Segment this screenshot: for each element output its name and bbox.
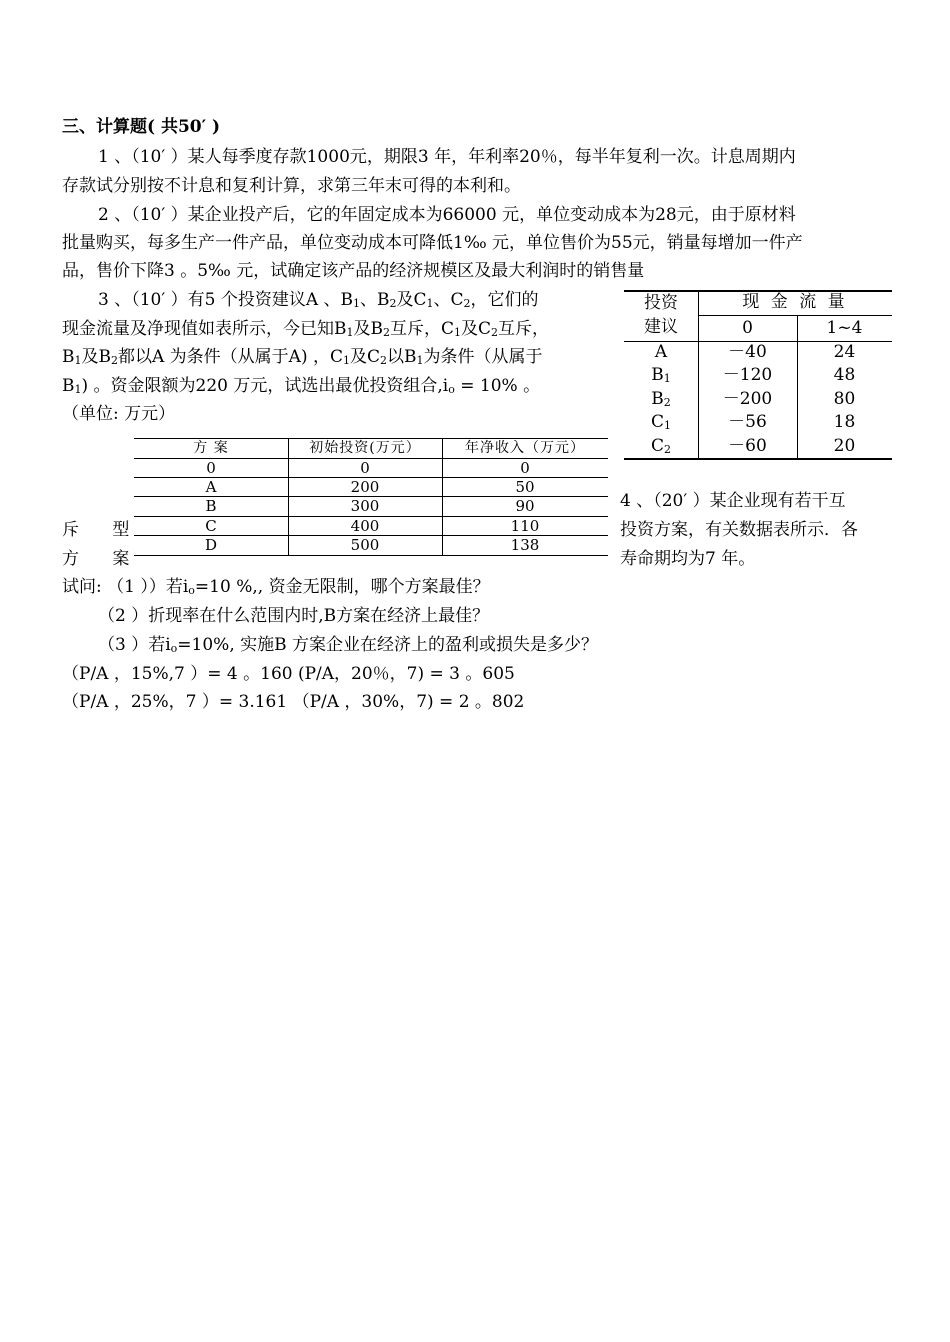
cashflow-year-0: －40 bbox=[728, 342, 767, 362]
q2-line-3: 品，售价下降3 。5‰ 元，试确定该产品的经济规模区及最大利润时的销售量 bbox=[62, 261, 645, 281]
annual-net-income: 50 bbox=[515, 478, 535, 496]
header-cash-flow: 现 金 流 量 bbox=[742, 292, 848, 312]
q4-ask-3: （3 ）若$i_o=10\%$, 实施B 方案企业在经济上的盈利或损失是多少？ bbox=[98, 635, 599, 655]
q4-ask-2: （2 ）折现率在什么范围内时,B方案在经济上最佳？ bbox=[98, 606, 490, 626]
cashflow-proposal: A bbox=[654, 342, 668, 362]
section-title: 三、计算题( 共50′ ) bbox=[62, 117, 221, 137]
header-proposal-line-2: 建议 bbox=[644, 317, 678, 337]
annual-net-income: 0 bbox=[520, 459, 530, 477]
q3-line-3: $B_1$及$B_2$都以A 为条件（从属于A) ，$C_1$及$C_2$以$B_1$为条件（从属于 bbox=[62, 347, 543, 367]
q3-line-1: 3 、（10′ ）有5 个投资建议A 、$B_1$、$B_2$及$C_1$、$C_2$，它们的 bbox=[98, 290, 539, 310]
q4-ask-1: 试问: （1 ））若$i_o=10$ %,, 资金无限制，哪个方案最佳？ bbox=[62, 577, 490, 597]
header-initial-investment: 初始投资(万元） bbox=[309, 440, 421, 456]
header-proposal-line-1: 投资 bbox=[644, 293, 678, 313]
q3-line-5: （单位: 万元） bbox=[62, 404, 176, 424]
cashflow-years-1-4: 48 bbox=[833, 365, 856, 386]
table-rule bbox=[698, 315, 892, 316]
q1-line-1: 1 、（10′ ）某人每季度存款1000元，期限3 年，年利率20％，每半年复利一次。计息周期内 bbox=[98, 147, 796, 167]
cashflow-proposal: $B_2$ bbox=[651, 388, 671, 409]
header-years-1-4: 1~4 bbox=[826, 318, 863, 338]
proposal-name: 0 bbox=[206, 459, 216, 477]
cashflow-years-1-4: 20 bbox=[833, 435, 856, 456]
annual-net-income: 110 bbox=[510, 517, 540, 535]
initial-investment: 200 bbox=[350, 478, 380, 496]
annual-net-income: 138 bbox=[510, 536, 540, 554]
initial-investment: 400 bbox=[350, 517, 380, 535]
cashflow-proposal: $C_1$ bbox=[650, 412, 671, 433]
table-rule bbox=[624, 458, 892, 460]
proposal-name: B bbox=[205, 497, 217, 515]
q4-line-2: 投资方案，有关数据表所示．各 bbox=[620, 520, 858, 540]
annual-net-income: 90 bbox=[515, 497, 535, 515]
q2-line-2: 批量购买，每多生产一件产品，单位变动成本可降低1‰ 元，单位售价为55元，销量每增加一件产 bbox=[62, 233, 803, 253]
initial-investment: 300 bbox=[350, 497, 380, 515]
cashflow-years-1-4: 24 bbox=[833, 342, 856, 362]
header-year-0: 0 bbox=[742, 318, 753, 338]
cashflow-year-0: －60 bbox=[728, 435, 767, 456]
q3-line-2: 现金流量及净现值如表所示，今已知$B_1$及$B_2$互斥，$C_1$及$C_2$互斥， bbox=[62, 319, 550, 339]
q1-line-2: 存款试分别按不计息和复利计算，求第三年末可得的本利和。 bbox=[62, 176, 521, 196]
q4-line-3: 寿命期均为7 年。 bbox=[620, 549, 756, 569]
q2-line-1: 2 、（10′ ）某企业投产后，它的年固定成本为66000 元，单位变动成本为28元，由于原材料 bbox=[98, 205, 796, 225]
q3-line-4: $B_1$) 。资金限额为220 万元，试选出最优投资组合$,i_o = 10\%$ 。 bbox=[62, 376, 541, 396]
table-rule bbox=[134, 555, 608, 556]
header-proposal: 方 案 bbox=[193, 440, 229, 456]
initial-investment: 500 bbox=[350, 536, 380, 554]
proposal-name: D bbox=[204, 536, 218, 554]
proposal-name: A bbox=[205, 478, 217, 496]
initial-investment: 0 bbox=[360, 459, 370, 477]
side-label-line-2: 方 案 bbox=[62, 549, 144, 569]
proposal-name: C bbox=[205, 517, 217, 535]
side-label-line-1: 斥 型 bbox=[62, 520, 144, 540]
cashflow-years-1-4: 80 bbox=[833, 388, 856, 409]
cashflow-years-1-4: 18 bbox=[833, 412, 856, 433]
cashflow-proposal: $B_1$ bbox=[651, 365, 671, 386]
header-annual-net-income: 年净收入（万元） bbox=[465, 440, 585, 456]
factor-line-2: （P/A ，25%，7 ）= 3.161 （P/A ，30%，7) = 2 。802 bbox=[62, 692, 525, 712]
cashflow-year-0: －120 bbox=[722, 365, 773, 386]
q4-line-1: 4 、（20′ ）某企业现有若干互 bbox=[620, 491, 846, 511]
cashflow-proposal: $C_2$ bbox=[650, 435, 671, 456]
cashflow-year-0: －56 bbox=[728, 412, 767, 433]
cashflow-year-0: －200 bbox=[722, 388, 773, 409]
factor-line-1: （P/A ，15%,7 ）= 4 。160 (P/A，20％，7) = 3 。605 bbox=[62, 664, 515, 684]
